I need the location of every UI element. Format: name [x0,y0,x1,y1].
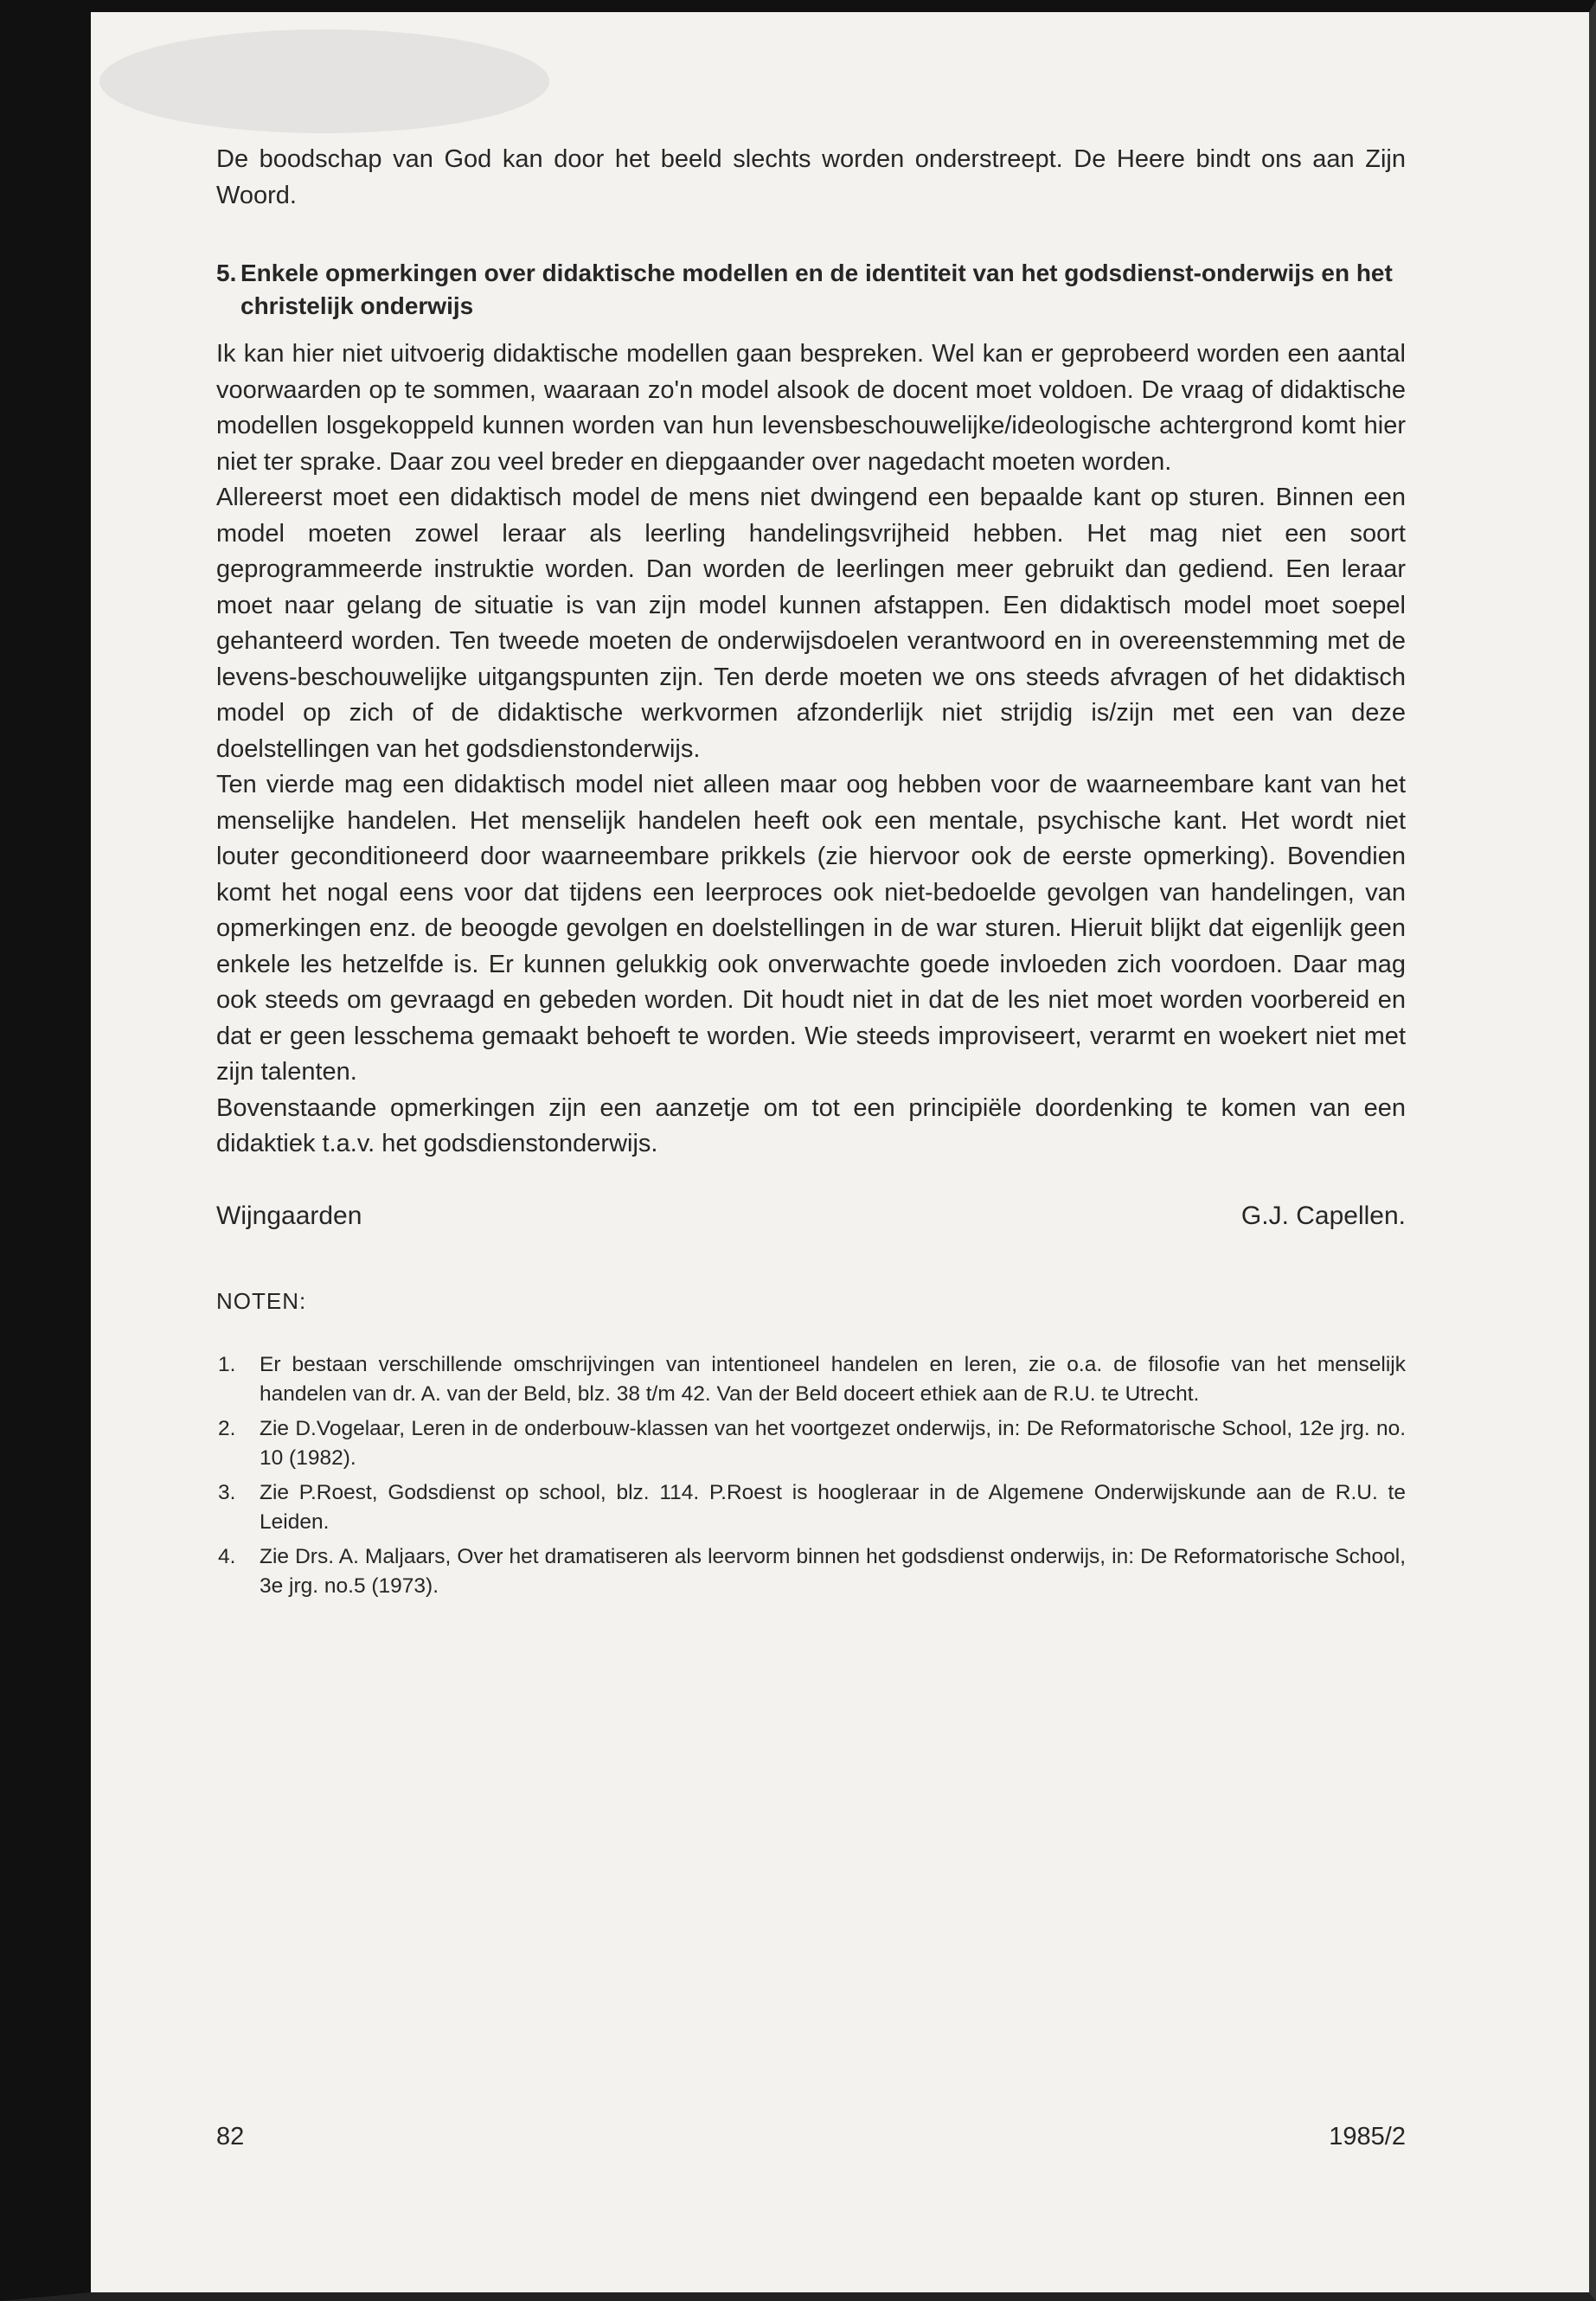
section-title: Enkele opmerkingen over didaktische modellen en de identiteit van het godsdienst-onderwijs en het christelijk onderwijs [240,260,1393,319]
signature-line [216,1199,1406,1234]
note-item [216,1542,1406,1601]
note-item [216,1478,1406,1537]
issue-number: 1985/2 [1329,2123,1406,2150]
intro-paragraph: De boodschap van God kan door het beeld slechts worden onderstreept. De Heere bindt ons aan Zijn Woord. [216,145,1406,209]
note-text: Zie D.Vogelaar, Leren in de onderbouw-klassen van het voortgezet onderwijs, in: De Reformatorische School, 12e jrg. no. 10 (1982). [260,1417,1406,1470]
note-text: Er bestaan verschillende omschrijvingen van intentioneel handelen en leren, zie o.a. de filosofie van het menselijk handelen van dr. A. van der Beld, blz. 38 t/m 42. Van der Beld doceert ethiek aan de R.U. te Utrecht. [260,1353,1406,1406]
paragraph: Ten vierde mag een didaktisch model niet alleen maar oog hebben voor de waarneembare kant van het menselijke handelen. Het menselijk handelen heeft ook een mentale, psychische kant. Het wordt niet louter geconditioneerd door waarneembare prikkels (zie hiervoor ook de eerste opmerking). Bovendien komt het nogal eens voor dat tijdens een leerproces ook niet-bedoelde gevolgen van handelingen, van opmerkingen enz. de beoogde gevolgen en doelstellingen in de war sturen. Hieruit blijkt dat eigenlijk geen enkele les hetzelfde is. Er kunnen gelukkig ook onverwachte goede invloeden zich voordoen. Daar mag ook steeds om gevraagd en gebeden worden. Dit houdt niet in dat de les niet moet worden voorbereid en dat er geen lesschema gemaakt behoeft te worden. Wie steeds improviseert, verarmt en woekert niet met zijn talenten. [216,771,1406,1086]
notes-list [216,1350,1406,1601]
note-number: 1. [218,1353,236,1376]
article-body [216,142,1406,1606]
section-heading [216,257,1406,323]
document-page [91,12,1589,2292]
page-number: 82 [216,2123,245,2150]
note-number: 4. [218,1545,236,1568]
note-number: 3. [218,1481,236,1504]
note-text: Zie P.Roest, Godsdienst op school, blz. 114. P.Roest is hoogleraar in de Algemene Onderwijskunde aan de R.U. te Leiden. [260,1481,1406,1534]
section-number: 5. [216,260,237,286]
note-item [216,1350,1406,1409]
place-name: Wijngaarden [216,1201,362,1230]
paragraph: Ik kan hier niet uitvoerig didaktische modellen gaan bespreken. Wel kan er geprobeerd worden een aantal voorwaarden op te sommen, waaraan zo'n model alsook de docent moet voldoen. De vraag of didaktische modellen losgekoppeld kunnen worden van hun levensbeschouwelijke/ideologische achtergrond komt hier niet ter sprake. Daar zou veel breder en diepgaander over nagedacht moeten worden. [216,340,1406,476]
notes-title: NOTEN: [216,1287,307,1314]
note-item [216,1414,1406,1473]
page-footer [216,2119,1406,2154]
author-name: G.J. Capellen. [1240,1201,1406,1230]
paragraph: Allereerst moet een didaktisch model de mens niet dwingend een bepaalde kant op sturen. Binnen een model moeten zowel leraar als leerling handelingsvrijheid hebben. Het mag niet een soort geprogrammeerde instruktie worden. Dan worden de leerlingen meer gebruikt dan gediend. Een leraar moet naar gelang de situatie is van zijn model kunnen afstappen. Een didaktisch model moet soepel gehanteerd worden. Ten tweede moeten de onderwijsdoelen verantwoord en in overeenstemming met de levens-beschouwelijke uitgangspunten zijn. Ten derde moeten we ons steeds afvragen of het didaktisch model op zich of de didaktische werkvormen afzonderlijk niet strijdig is/zijn met een van deze doelstellingen van het godsdienstonderwijs. [216,484,1406,763]
note-number: 2. [218,1417,236,1440]
scan-smudge [99,29,549,133]
paragraph: Bovenstaande opmerkingen zijn een aanzetje om tot een principiële doordenking te komen van een didaktiek t.a.v. het godsdienstonderwijs. [216,1093,1406,1157]
note-text: Zie Drs. A. Maljaars, Over het dramatiseren als leervorm binnen het godsdienst onderwijs, in: De Reformatorische School, 3e jrg. no.5 (1973). [260,1545,1406,1598]
